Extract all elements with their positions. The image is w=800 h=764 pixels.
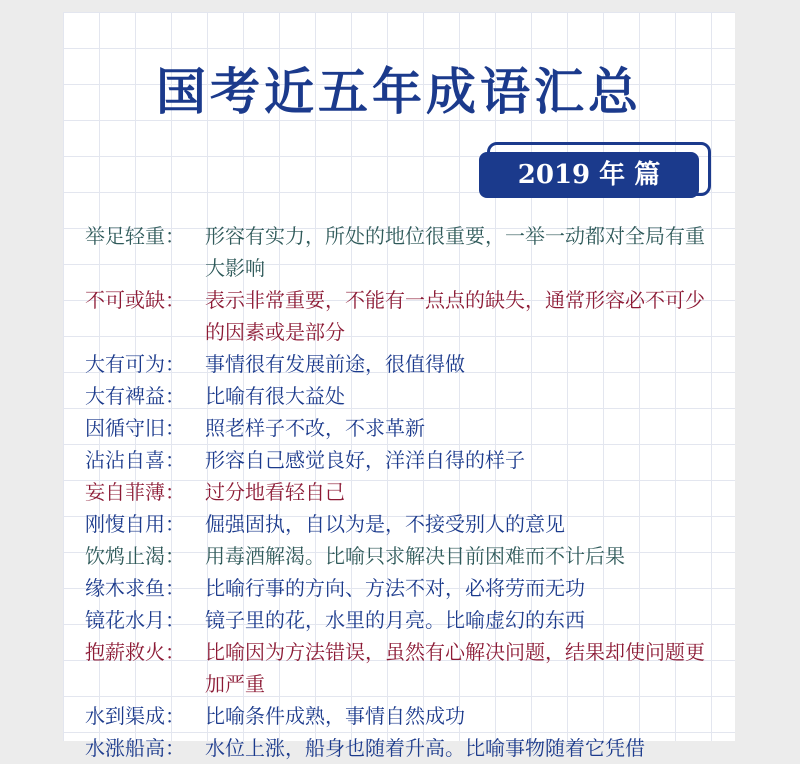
idiom-entry <box>85 380 705 412</box>
idiom-definition: 比喻有很大益处 <box>205 384 345 408</box>
idiom-entry <box>85 348 705 380</box>
idiom-term: 水到渠成： <box>85 704 185 728</box>
idiom-entry <box>85 412 705 444</box>
idiom-term: 沾沾自喜： <box>85 448 185 472</box>
idiom-term: 镜花水月： <box>85 608 185 632</box>
year-badge <box>479 142 759 200</box>
idiom-definition: 形容有实力，所处的地位很重要，一举一动都对全局有重大影响 <box>205 224 705 280</box>
idiom-definition: 事情很有发展前途，很值得做 <box>205 352 465 376</box>
idiom-definition: 过分地看轻自己 <box>205 480 345 504</box>
idiom-entry <box>85 604 705 636</box>
idiom-term: 缘木求鱼： <box>85 576 185 600</box>
idiom-entry <box>85 540 705 572</box>
idiom-entry <box>85 572 705 604</box>
idiom-term: 饮鸩止渴： <box>85 544 185 568</box>
idiom-entry <box>85 508 705 540</box>
badge-label: 2019 年 篇 <box>479 152 699 198</box>
idiom-definition: 形容自己感觉良好，洋洋自得的样子 <box>205 448 525 472</box>
idiom-entry <box>85 284 705 348</box>
idiom-definition: 表示非常重要，不能有一点点的缺失，通常形容必不可少的因素或是部分 <box>205 288 705 344</box>
idiom-term: 水涨船高： <box>85 736 185 760</box>
idiom-definition: 比喻条件成熟，事情自然成功 <box>205 704 465 728</box>
idiom-term: 抱薪救火： <box>85 640 185 664</box>
idiom-definition: 比喻因为方法错误，虽然有心解决问题，结果却使问题更加严重 <box>205 640 705 696</box>
idiom-definition: 镜子里的花，水里的月亮。比喻虚幻的东西 <box>205 608 585 632</box>
idiom-entry <box>85 444 705 476</box>
idiom-definition: 水位上涨，船身也随着升高。比喻事物随着它凭借 <box>205 736 645 760</box>
idiom-term: 不可或缺： <box>85 288 185 312</box>
idiom-entry <box>85 732 705 764</box>
idiom-term: 妄自菲薄： <box>85 480 185 504</box>
idiom-definition: 照老样子不改，不求革新 <box>205 416 425 440</box>
idiom-term: 刚愎自用： <box>85 512 185 536</box>
idiom-definition: 比喻行事的方向、方法不对，必将劳而无功 <box>205 576 585 600</box>
idiom-entry <box>85 220 705 284</box>
idiom-term: 举足轻重： <box>85 224 185 248</box>
idiom-entry <box>85 636 705 700</box>
idiom-definition: 倔强固执，自以为是，不接受别人的意见 <box>205 512 565 536</box>
idiom-entry <box>85 476 705 508</box>
idiom-entry <box>85 700 705 732</box>
idiom-term: 大有裨益： <box>85 384 185 408</box>
document-card <box>63 12 735 760</box>
page-title: 国考近五年成语汇总 <box>156 62 642 121</box>
idiom-term: 大有可为： <box>85 352 185 376</box>
idiom-term: 因循守旧： <box>85 416 185 440</box>
idiom-list <box>85 220 705 764</box>
idiom-definition: 用毒酒解渴。比喻只求解决目前困难而不计后果 <box>205 544 625 568</box>
